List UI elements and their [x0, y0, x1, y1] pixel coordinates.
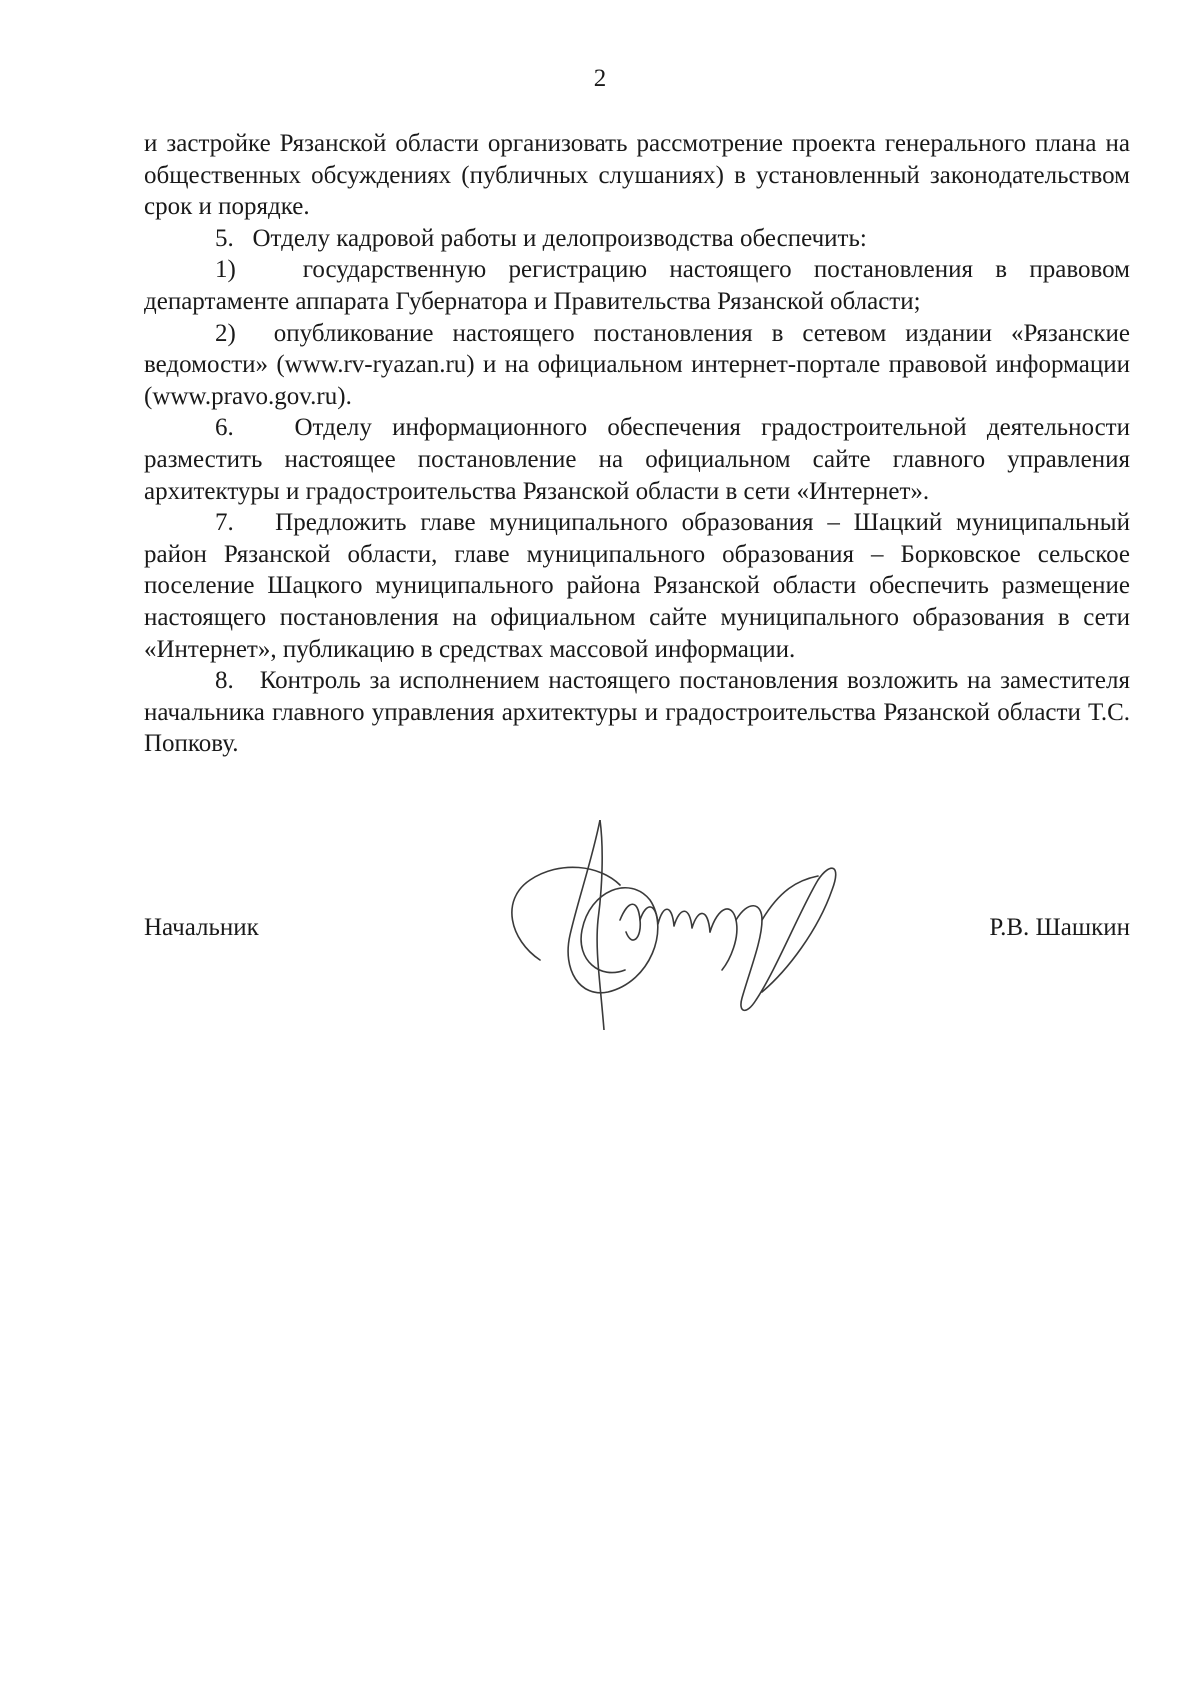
paragraph-4-continuation: и застройке Рязанской области организовать рассмотрение проекта генерального плана на общественных обсуждениях (публичных слушаниях) в установленный законодательством срок и порядке.: [144, 130, 1130, 221]
signer-position: Начальник: [144, 914, 259, 941]
paragraph-5-item-1: 1) государственную регистрацию настоящего постановления в правовом департаменте аппарата Губернатора и Правительства Рязанской области;: [144, 256, 1130, 315]
paragraph-7: 7. Предложить главе муниципального образования – Шацкий муниципальный район Рязанской области, главе муниципального образования – Борковское сельское поселение Шацкого муниципального района Рязанской области обеспечить размещение настоящего постановления на официальном сайте муниципального образования в сети «Интернет», публикацию в средствах массовой информации.: [144, 509, 1130, 663]
paragraph-6: 6. Отделу информационного обеспечения градостроительной деятельности разместить настоящее постановление на официальном сайте главного управления архитектуры и градостроительства Рязанской области в сети «Интернет».: [144, 414, 1130, 505]
signer-name: Р.В. Шашкин: [989, 914, 1130, 941]
document-body: [144, 128, 1130, 760]
handwritten-signature: [500, 820, 920, 1030]
paragraph-5-item-2: 2) опубликование настоящего постановления в сетевом издании «Рязанские ведомости» (www.rv-ryazan.ru) и на официальном интернет-портале правовой информации (www.pravo.gov.ru).: [144, 319, 1130, 410]
paragraph-5: 5. Отделу кадровой работы и делопроизводства обеспечить:: [215, 224, 867, 252]
page-number: 2: [593, 65, 607, 92]
paragraph-8: 8. Контроль за исполнением настоящего постановления возложить на заместителя начальника главного управления архитектуры и градостроительства Рязанской области Т.С. Попкову.: [144, 667, 1130, 758]
